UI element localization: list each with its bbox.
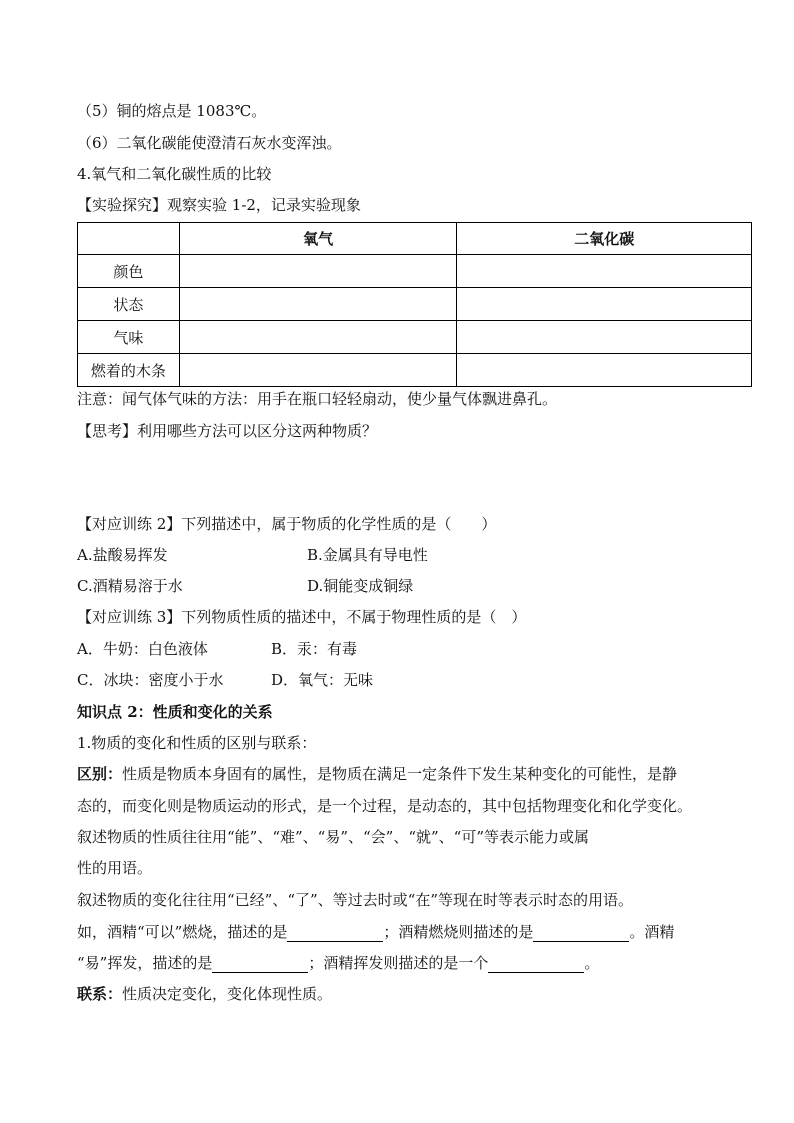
note-smell-method: 注意：闻气体气味的方法：用手在瓶口轻轻扇动，使少量气体飘进鼻孔。 [77, 390, 558, 408]
relation-text: 性质决定变化，变化体现性质。 [122, 985, 333, 1003]
row-label-burning-stick: 燃着的木条 [78, 354, 180, 387]
knowledge-subtitle: 1.物质的变化和性质的区别与联系： [77, 734, 317, 752]
relation-line [77, 984, 332, 1004]
experiment-instruction: 【实验探究】观察实验 1-2，记录实验现象 [77, 196, 361, 214]
training2-option-c: C.酒精易溶于水 [77, 577, 183, 595]
relation-label: 联系： [77, 985, 123, 1003]
table-header-row [78, 223, 752, 255]
table-row [78, 255, 752, 288]
row-label-smell: 气味 [78, 321, 180, 354]
example-line1 [77, 921, 674, 942]
row-label-state: 状态 [78, 288, 180, 321]
table-row [78, 288, 752, 321]
training2-option-a: A.盐酸易挥发 [77, 546, 168, 564]
answer-cell[interactable] [457, 288, 752, 321]
table-header-blank [78, 223, 180, 255]
answer-cell[interactable] [179, 255, 457, 288]
answer-cell[interactable] [457, 255, 752, 288]
training3-option-d: D．氧气：无味 [271, 671, 374, 689]
fill-blank-2[interactable] [533, 921, 629, 942]
training2-option-d: D.铜能变成铜绿 [307, 577, 414, 595]
example2-text-b: ；酒精挥发则描述的是一个 [308, 954, 489, 972]
example1-text-b: ；酒精燃烧则描述的是 [383, 923, 534, 941]
table-row [78, 354, 752, 387]
example2-text-c: 。 [584, 954, 600, 972]
training3-option-b: B．汞：有毒 [271, 640, 358, 658]
difference-paragraph-line5: 叙述物质的变化往往用“已经”、“了”、等过去时或“在”等现在时等表示时态的用语。 [77, 891, 634, 909]
example-line2 [77, 952, 599, 973]
difference-paragraph-line3: 叙述物质的性质往往用“能”、“难”、“易”、“会”、“就”、“可”等表示能力或属 [77, 828, 590, 846]
answer-cell[interactable] [179, 288, 457, 321]
answer-cell[interactable] [179, 354, 457, 387]
answer-cell[interactable] [457, 354, 752, 387]
fill-blank-1[interactable] [287, 921, 383, 942]
section-heading-comparison: 4.氧气和二氧化碳性质的比较 [77, 165, 272, 183]
difference-text: 性质是物质本身固有的属性，是物质在满足一定条件下发生某种变化的可能性，是静 [122, 765, 678, 783]
knowledge-point-title: 知识点 2：性质和变化的关系 [77, 703, 273, 721]
row-label-color: 颜色 [78, 255, 180, 288]
training2-option-b: B.金属具有导电性 [307, 546, 428, 564]
difference-paragraph-line4: 性的用语。 [77, 859, 153, 877]
fill-blank-4[interactable] [488, 952, 584, 973]
fill-blank-3[interactable] [212, 952, 308, 973]
example2-text-a: “易”挥发，描述的是 [77, 954, 213, 972]
training3-question: 【对应训练 3】下列物质性质的描述中，不属于物理性质的是（ ） [77, 608, 527, 626]
comparison-table [77, 222, 752, 387]
training3-option-a: A．牛奶：白色液体 [77, 640, 208, 658]
table-row [78, 321, 752, 354]
answer-cell[interactable] [179, 321, 457, 354]
difference-label: 区别： [77, 765, 123, 783]
think-question: 【思考】利用哪些方法可以区分这两种物质？ [77, 422, 378, 440]
table-header-co2: 二氧化碳 [457, 223, 752, 255]
table-header-oxygen: 氧气 [179, 223, 457, 255]
answer-cell[interactable] [457, 321, 752, 354]
text-copy-melting-point: （5）铜的熔点是 1083℃。 [77, 102, 267, 120]
text-co2-limewater: （6）二氧化碳能使澄清石灰水变浑浊。 [77, 134, 342, 152]
example1-text-c: 。酒精 [629, 923, 675, 941]
training2-question: 【对应训练 2】下列描述中，属于物质的化学性质的是（ ） [77, 515, 497, 533]
example1-text-a: 如，酒精“可以”燃烧，描述的是 [77, 923, 288, 941]
difference-paragraph-line2: 态的，而变化则是物质运动的形式，是一个过程，是动态的，其中包括物理变化和化学变化。 [77, 797, 693, 815]
training3-option-c: C．冰块：密度小于水 [77, 671, 224, 689]
difference-paragraph-line1 [77, 764, 677, 784]
